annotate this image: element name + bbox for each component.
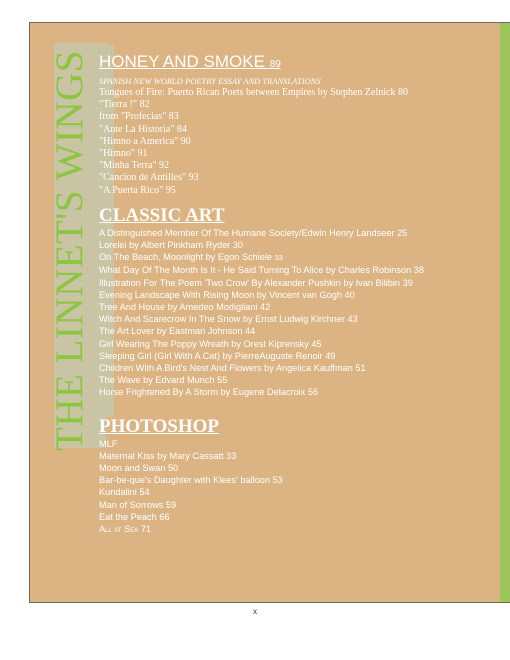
- list-item: "Ante La Historia" 84: [99, 123, 187, 135]
- list-item: The Art Lover by Eastman Johnson 44: [99, 326, 256, 337]
- list-item: "Minha Terra" 92: [99, 160, 170, 172]
- magazine-title: THE LINNET'S WINGS: [48, 50, 91, 451]
- section-classic-art: [99, 205, 499, 399]
- list-item: Horse Frightened By A Storm by Eugene Delacroix 56: [99, 387, 319, 398]
- list-item: Lorelei by Albert Pinkham Ryder 30: [99, 240, 244, 251]
- section-title: PHOTOSHOP: [99, 415, 220, 437]
- list-item: Sleeping Girl (Girl With A Cat) by PierreAuguste Renoir 49: [99, 350, 336, 361]
- list-item: Witch And Scarecrow In The Snow by Ernst Ludwig Kirchner 43: [99, 314, 358, 325]
- list-item: On The Beach, Moonlight by Egon Schiele 33: [99, 252, 283, 263]
- list-item: "Cancion de Antilles" 93: [99, 172, 199, 184]
- list-item: "Himno a America" 90: [99, 135, 191, 147]
- section-title: CLASSIC ART: [99, 204, 225, 226]
- list-item: "Himno" 91: [99, 148, 148, 160]
- list-item: Evening Landscape With Rising Moon by Vincent van Gogh 40: [99, 289, 355, 300]
- list-item: A Distinguished Member Of The Humane Society/Edwin Henry Landseer 25: [99, 227, 408, 238]
- right-edge-strip: [500, 23, 510, 602]
- section-title: HONEY AND SMOKE 89: [99, 52, 281, 71]
- list-item: Children With A Bird's Nest And Flowers by Angelica Kauffman 51: [99, 363, 366, 374]
- list-item: What Day Of The Month Is It - He Said Turning To Alice by Charles Robinson 38: [99, 265, 424, 276]
- list-item: MLF: [99, 438, 118, 449]
- footer-mark: x: [253, 607, 257, 616]
- section-subtitle: SPANISH NEW WORLD POETRY ESSAY AND TRANSLATIONS: [99, 76, 321, 86]
- list-item: Girl Wearing The Poppy Wreath by Orest Kiprensky 45: [99, 338, 322, 349]
- list-item: "A Puerta Rico" 95: [99, 184, 176, 196]
- list-item: "Tierra !" 82: [99, 99, 150, 111]
- list-item: from "Profecias" 83: [99, 111, 179, 123]
- section-page-number: 89: [269, 59, 281, 70]
- list-item: Man of Sorrows 59: [99, 499, 177, 510]
- table-of-contents: [99, 51, 499, 535]
- list-item: Bar-be-que's Daughter with Klees' balloon 53: [99, 475, 283, 486]
- section-honey-and-smoke: [99, 52, 499, 197]
- list-item: Kundalini 54: [99, 487, 150, 498]
- list-item: Tongues of Fire: Puerto Rican Poets between Empires by Stephen Zelnick 80: [99, 87, 408, 98]
- list-item: Eat the Peach 66: [99, 511, 170, 522]
- list-item: The Wave by Edvard Munch 55: [99, 375, 228, 386]
- list-item: Tree And House by Amedeo Modigliani 42: [99, 302, 271, 313]
- section-photoshop: [99, 416, 499, 536]
- page-number: 33: [274, 253, 283, 263]
- list-item: Moon and Swan 50: [99, 463, 179, 474]
- list-item: Maternal Kiss by Mary Cassatt 33: [99, 450, 237, 461]
- list-item: Illustration For The Poem 'Two Crow' By Alexander Pushkin by Ivan Bilibin 39: [99, 277, 413, 288]
- contents-page: [29, 22, 510, 603]
- list-item: All at Sea 71: [99, 524, 152, 535]
